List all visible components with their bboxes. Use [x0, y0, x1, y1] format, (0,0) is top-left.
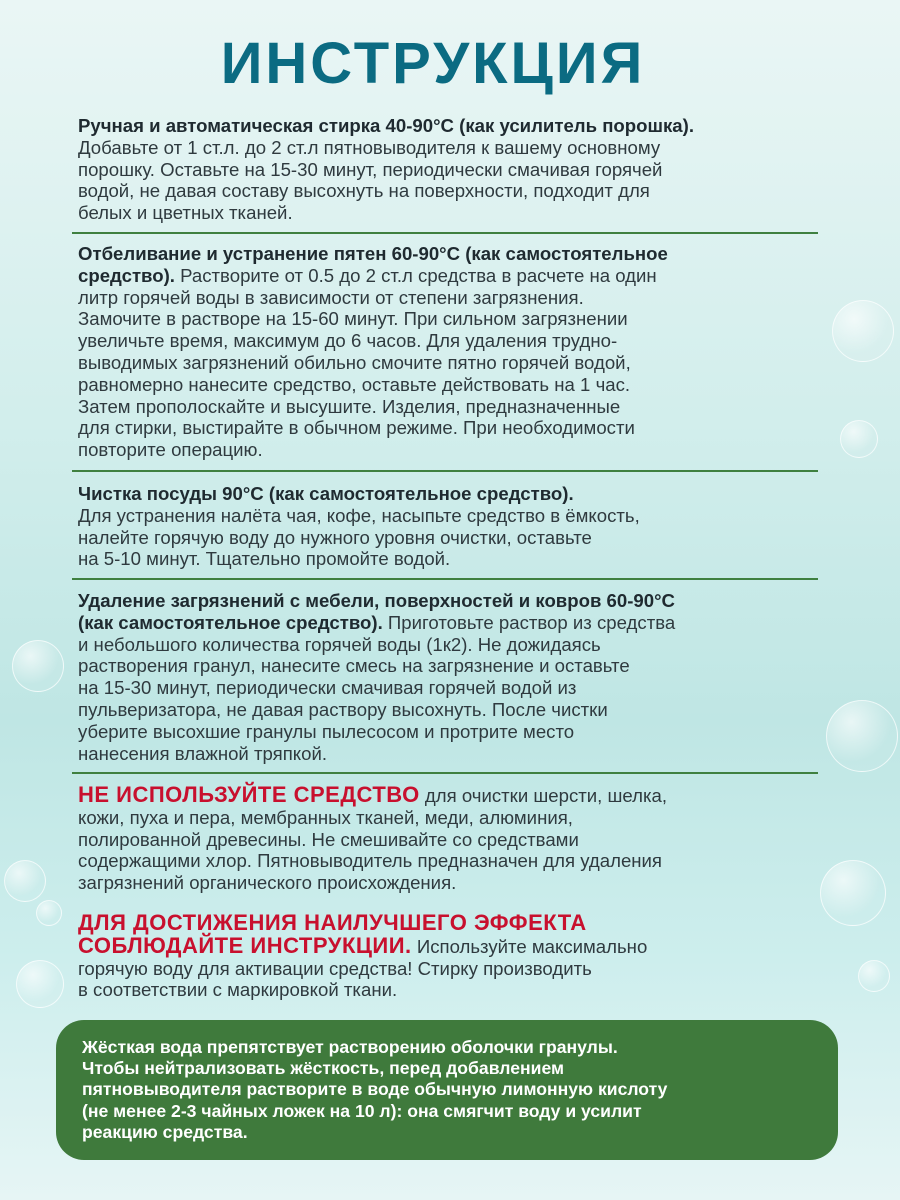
warning-block: [78, 784, 818, 894]
text-line: в соответствии с маркировкой ткани.: [78, 979, 398, 1001]
text-line: [78, 912, 818, 935]
text-line: белых и цветных тканей.: [78, 202, 293, 224]
text-line: порошку. Оставьте на 15-30 минут, периодически смачивая горячей: [78, 158, 663, 180]
decor-bubble: [832, 300, 894, 362]
section-bleaching-stains: [78, 243, 818, 461]
text-line: Замочите в растворе на 15-60 минут. При сильном загрязнении: [78, 308, 628, 330]
text-line: на 15-30 минут, периодически смачивая горячей водой из: [78, 677, 577, 699]
decor-bubble: [840, 420, 878, 458]
section-divider: [72, 772, 818, 774]
text-line: для стирки, выстирайте в обычном режиме. При необходимости: [78, 417, 635, 439]
decor-bubble: [12, 640, 64, 692]
section-divider: [72, 578, 818, 580]
section-heading: Отбеливание и устранение пятен 60-90°С (как самостоятельное: [78, 243, 668, 264]
section-divider: [72, 232, 818, 234]
text-line: нанесения влажной тряпкой.: [78, 742, 328, 764]
text-line: налейте горячую воду до нужного уровня очистки, оставьте: [78, 526, 592, 548]
decor-bubble: [4, 860, 46, 902]
hard-water-note: [56, 1020, 838, 1160]
decor-bubble: [16, 960, 64, 1008]
section-heading: Ручная и автоматическая стирка 40-90°С (как усилитель порошка).: [78, 115, 694, 136]
text-line: (как самостоятельное средство). Приготовьте раствор из средства: [78, 611, 676, 633]
text-line: и небольшого количества горячей воды (1к2). Не дожидаясь: [78, 633, 601, 655]
best-effect-label: СОБЛЮДАЙТЕ ИНСТРУКЦИИ.: [78, 932, 412, 958]
text-line: равномерно нанесите средство, оставьте действовать на 1 час.: [78, 373, 631, 395]
decor-bubble: [858, 960, 890, 992]
text-line: полированной древесины. Не смешивайте со средствами: [78, 828, 579, 850]
text-line: Для устранения налёта чая, кофе, насыпьте средство в ёмкость,: [78, 504, 640, 526]
text-line: загрязнений органического происхождения.: [78, 872, 457, 894]
note-line: реакцию средства.: [82, 1121, 248, 1142]
decor-bubble: [820, 860, 886, 926]
note-line: Жёсткая вода препятствует растворению оболочки гранулы.: [82, 1037, 618, 1057]
section-dishes: [78, 483, 818, 570]
text-line: растворения гранул, нанесите смесь на загрязнение и оставьте: [78, 655, 630, 677]
best-effect-block: [78, 912, 818, 1001]
text-line: кожи, пуха и пера, мембранных тканей, меди, алюминия,: [78, 806, 573, 828]
section-divider: [72, 470, 818, 472]
text-line: Добавьте от 1 ст.л. до 2 ст.л пятновыводителя к вашему основному: [78, 136, 661, 158]
text-line: пульверизатора, не давая раствору высохнуть. После чистки: [78, 698, 608, 720]
note-line: Чтобы нейтрализовать жёсткость, перед добавлением: [82, 1058, 565, 1079]
text-line: Затем прополоскайте и высушите. Изделия, предназначенные: [78, 395, 621, 417]
text-line: выводимых загрязнений обильно смочите пятно горячей водой,: [78, 351, 631, 373]
section-hand-machine-wash: [78, 115, 818, 224]
section-heading: Чистка посуды 90°С (как самостоятельное средство).: [78, 483, 574, 504]
section-heading: Удаление загрязнений с мебели, поверхностей и ковров 60-90°С: [78, 590, 675, 611]
warning-label: НЕ ИСПОЛЬЗУЙТЕ СРЕДСТВО: [78, 782, 420, 807]
note-line: пятновыводителя растворите в воде обычную лимонную кислоту: [82, 1079, 668, 1100]
text-line: водой, не давая составу высохнуть на поверхности, подходит для: [78, 180, 650, 202]
text-line: содержащими хлор. Пятновыводитель предназначен для удаления: [78, 850, 663, 872]
text-line: на 5-10 минут. Тщательно промойте водой.: [78, 548, 451, 570]
text-line: уберите высохшие гранулы пылесосом и протрите место: [78, 720, 575, 742]
best-effect-label: ДЛЯ ДОСТИЖЕНИЯ НАИЛУЧШЕГО ЭФФЕКТА: [78, 910, 587, 935]
text-line: повторите операцию.: [78, 439, 263, 461]
text-line: средство). Растворите от 0.5 до 2 ст.л средства в расчете на один: [78, 264, 657, 286]
text-line: горячую воду для активации средства! Стирку производить: [78, 957, 592, 979]
decor-bubble: [36, 900, 62, 926]
section-furniture-carpets: [78, 590, 818, 764]
text-line: СОБЛЮДАЙТЕ ИНСТРУКЦИИ. Используйте максимально: [78, 932, 648, 958]
decor-bubble: [826, 700, 898, 772]
text-line: литр горячей воды в зависимости от степени загрязнения.: [78, 286, 584, 308]
text-line: НЕ ИСПОЛЬЗУЙТЕ СРЕДСТВО для очистки шерсти, шелка,: [78, 782, 668, 807]
note-line: (не менее 2-3 чайных ложек на 10 л): она смягчит воду и усилит: [82, 1100, 642, 1121]
text-line: увеличьте время, максимум до 6 часов. Для удаления трудно-: [78, 330, 618, 352]
page-title: ИНСТРУКЦИЯ: [220, 31, 646, 96]
